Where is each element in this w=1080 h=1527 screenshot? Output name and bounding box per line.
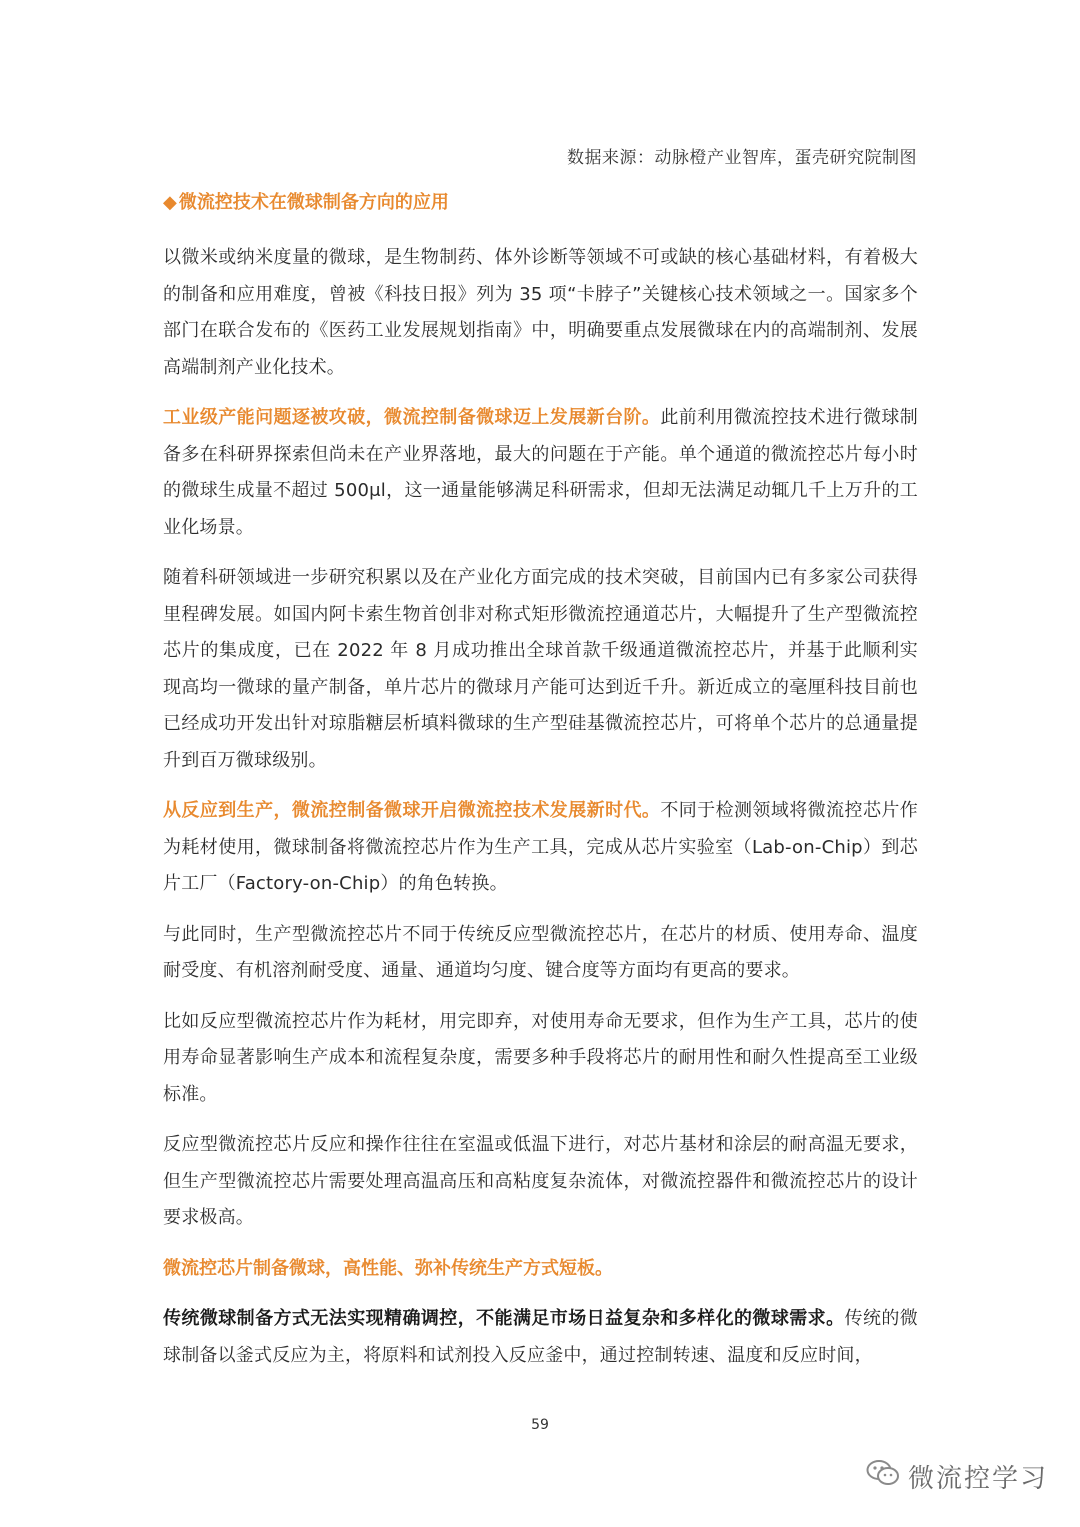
- paragraph-4: [163, 793, 918, 903]
- paragraph-7: 反应型微流控芯片反应和操作往往在室温或低温下进行，对芯片基材和涂层的耐高温无要求，但生产型微流控芯片需要处理高温高压和高粘度复杂流体，对微流控器件和微流控芯片的设计要求极高。: [163, 1134, 918, 1228]
- paragraph-4-lead: 从反应到生产，微流控制备微球开启微流控技术发展新时代。: [163, 800, 661, 821]
- paragraph-2: [163, 400, 918, 546]
- paragraph-9: [163, 1301, 918, 1374]
- paragraph-6: 比如反应型微流控芯片作为耗材，用完即弃，对使用寿命无要求，但作为生产工具，芯片的使用寿命显著影响生产成本和流程复杂度，需要多种手段将芯片的耐用性和耐久性提高至工业级标准。: [163, 1010, 918, 1105]
- paragraph-8-highlight: 微流控芯片制备微球，高性能、弥补传统生产方式短板。: [163, 1257, 613, 1279]
- section-heading: [163, 188, 918, 218]
- watermark: [866, 1458, 1048, 1495]
- watermark-text: 微流控学习: [907, 1464, 1048, 1494]
- section-heading-text: 微流控技术在微球制备方向的应用: [178, 192, 449, 213]
- paragraph-1: 以微米或纳米度量的微球，是生物制药、体外诊断等领域不可或缺的核心基础材料，有着极大的制备和应用难度，曾被《科技日报》列为 35 项“卡脖子”关键核心技术领域之一。国家多个部门在联合发布的《医药工业发展规划指南》中，明确要重点发展微球在内的高端制剂、发展高端制剂产业化技术。: [163, 247, 918, 378]
- paragraph-9-body: 传统的微球制备以釜式反应为主，将原料和试剂投入反应釜中，通过控制转速、温度和反应时间，: [163, 1308, 918, 1366]
- article-body: [163, 188, 918, 1388]
- paragraph-2-lead: 工业级产能问题逐被攻破，微流控制备微球迈上发展新台阶。: [163, 407, 661, 428]
- page-number: 59: [531, 1417, 549, 1433]
- data-source-note: 数据来源：动脉橙产业智库，蛋壳研究院制图: [567, 148, 917, 168]
- paragraph-3: 随着科研领域进一步研究积累以及在产业化方面完成的技术突破，目前国内已有多家公司获得里程碑发展。如国内阿卡索生物首创非对称式矩形微流控通道芯片，大幅提升了生产型微流控芯片的集成度，已在 2022 年 8 月成功推出全球首款千级通道微流控芯片，并基于此顺利实现高均一微球的量产制备，单片芯片的微球月产能可达到近千升。新近成立的毫厘科技目前也已经成功开发出针对琼脂糖层析填料微球的生产型硅基微流控芯片，可将单个芯片的总通量提升到百万微球级别。: [163, 567, 918, 771]
- wechat-icon: [866, 1459, 900, 1494]
- diamond-bullet-icon: ◆: [163, 192, 177, 213]
- paragraph-5: 与此同时，生产型微流控芯片不同于传统反应型微流控芯片，在芯片的材质、使用寿命、温度耐受度、有机溶剂耐受度、通量、通道均匀度、键合度等方面均有更高的要求。: [163, 923, 918, 981]
- paragraph-4-body: 不同于检测领域将微流控芯片作为耗材使用，微球制备将微流控芯片作为生产工具，完成从芯片实验室（Lab-on-Chip）到芯片工厂（Factory-on-Chip）的角色转换。: [163, 800, 918, 894]
- paragraph-2-body: 此前利用微流控技术进行微球制备多在科研界探索但尚未在产业界落地，最大的问题在于产能。单个通道的微流控芯片每小时的微球生成量不超过 500μl，这一通量能够满足科研需求，但却无法满足动辄几千上万升的工业化场景。: [163, 407, 918, 538]
- paragraph-9-lead: 传统微球制备方式无法实现精确调控，不能满足市场日益复杂和多样化的微球需求。: [163, 1308, 845, 1329]
